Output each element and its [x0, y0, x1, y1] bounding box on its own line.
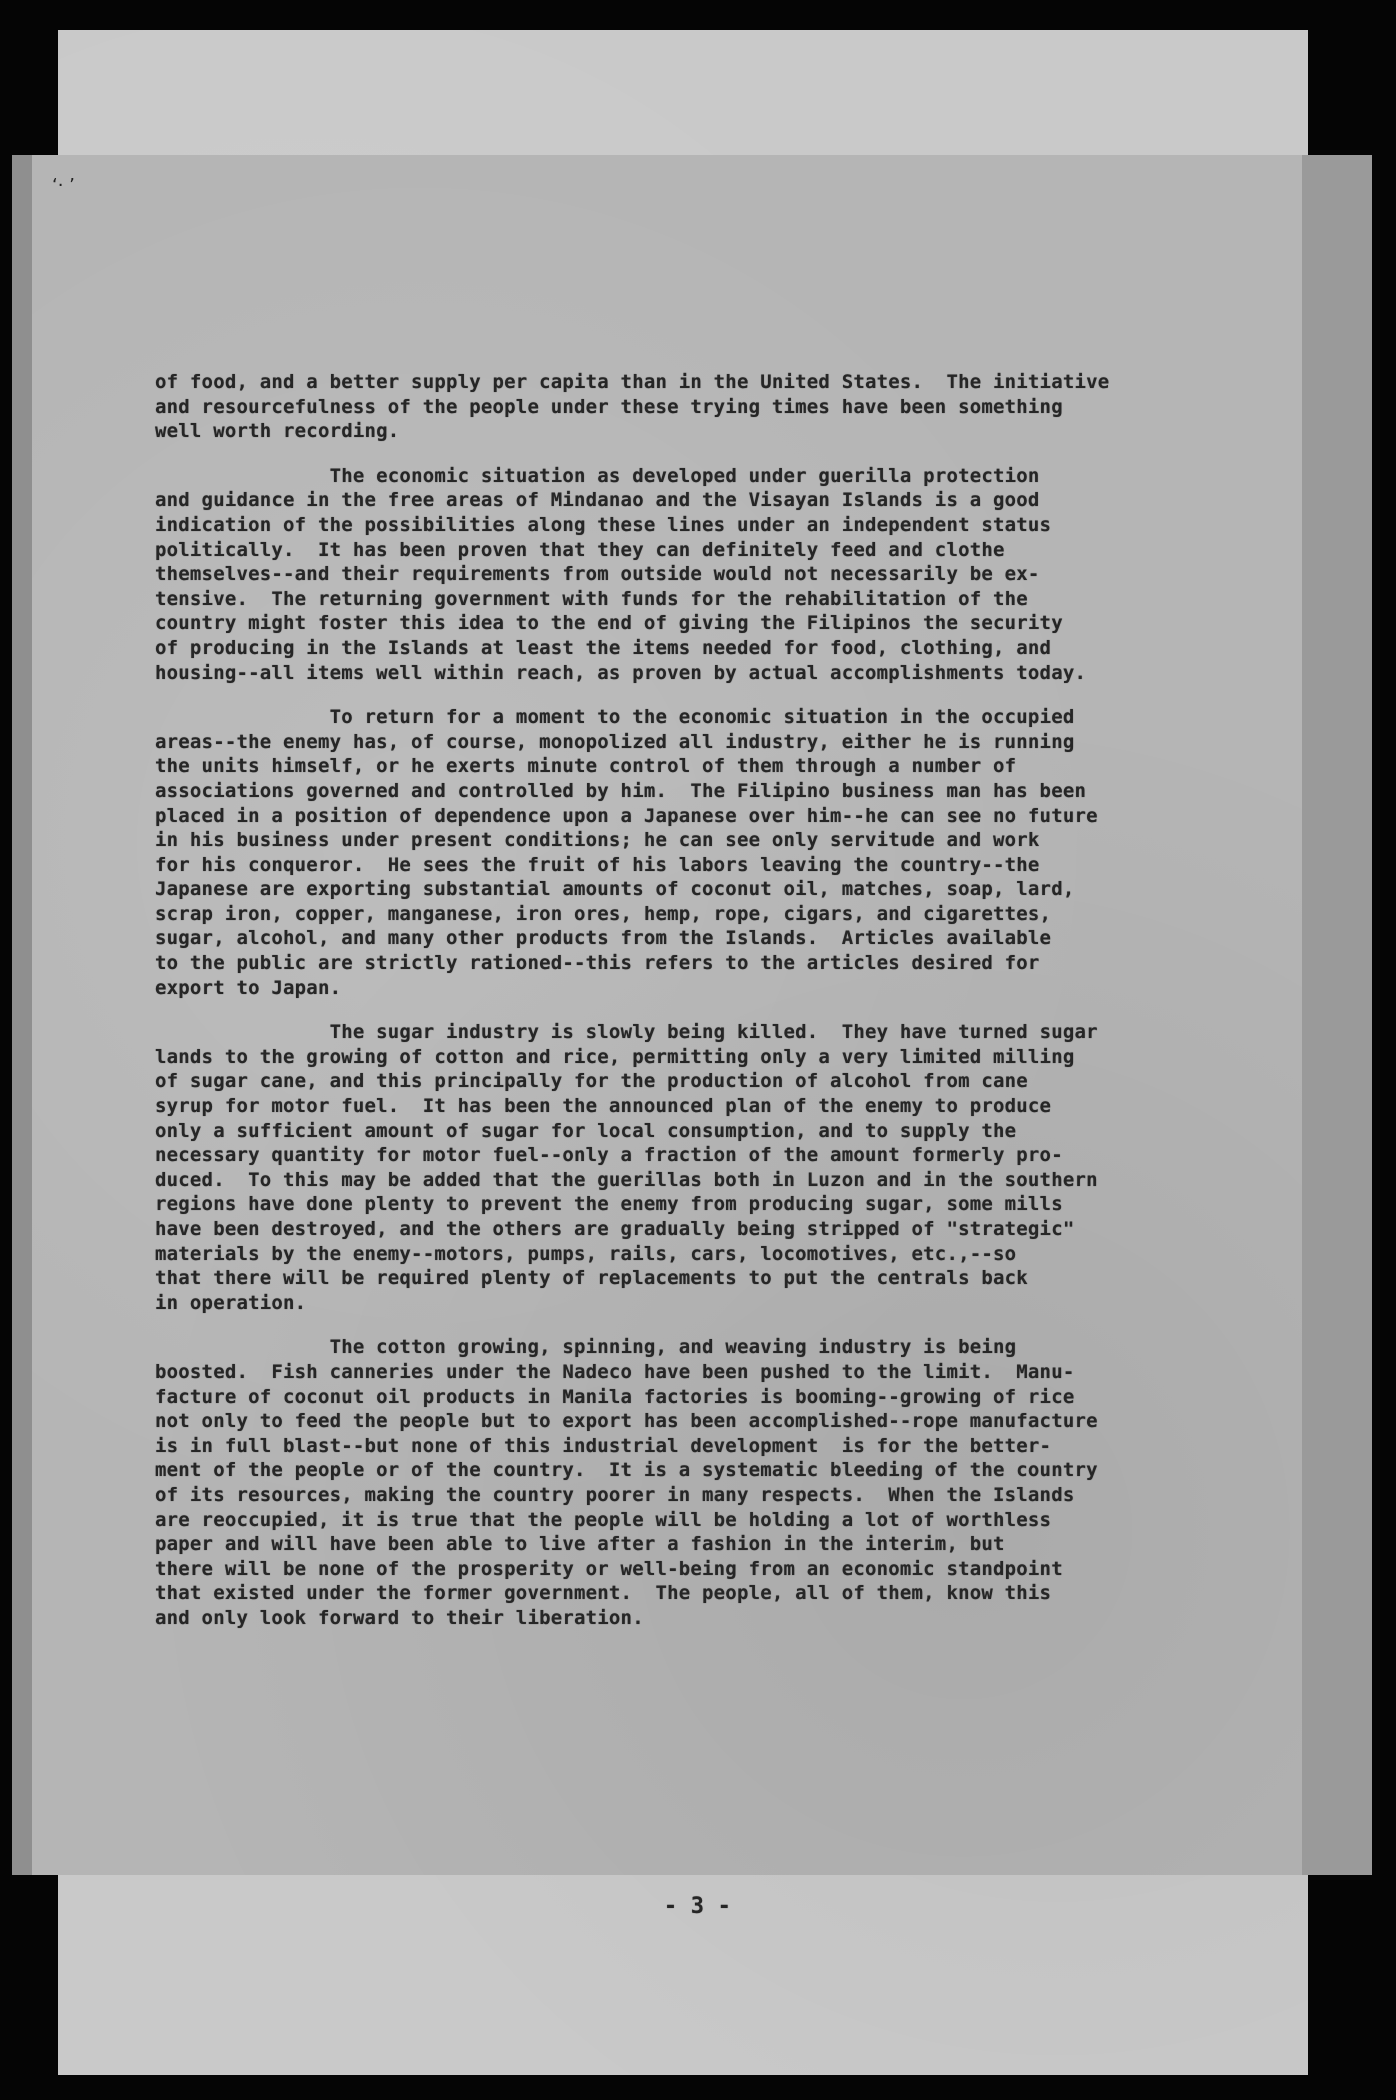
paragraph-1: of food, and a better supply per capita than in the United States. The initiative and resourcefulness of the people under these trying times have been something well worth recording. — [155, 371, 1110, 443]
paragraph-3: To return for a moment to the economic situation in the occupied areas--the enemy has, of course, monopolized all industry, either he is running the units himself, or he exerts minute control of them through a number of associations governed and controlled by him. The Filipino business man has been placed in a position of dependence upon a Japanese over him--he can see no future in his business under present conditions; he can see only servitude and work for his conqueror. He sees the fruit of his labors leaving the country--the Japanese are exporting substantial amounts of coconut oil, matches, soap, lard, scrap iron, copper, manganese, iron ores, hemp, rope, cigars, and cigarettes, sugar, alcohol, and many other products from the Islands. Articles available to the public are strictly rationed--this refers to the articles desired for export to Japan. — [155, 706, 1098, 999]
paragraph-5: The cotton growing, spinning, and weaving industry is being boosted. Fish canneries under the Nadeco have been pushed to the limit. Manu- facture of coconut oil products in Manila factories is booming--growing of rice not only to feed the people but to export has been accomplished--rope manufacture is in full blast--but none of this industrial development is for the better- ment of the people or of the country. It is a systematic bleeding of the country of its resources, making the country poorer in many respects. When the Islands are reoccupied, it is true that the people will be holding a lot of worthless paper and will have been able to live after a fashion in the interim, but there will be none of the prosperity or well-being from an economic standpoint that existed under the former government. The people, all of them, know this and only look forward to their liberation. — [155, 1336, 1098, 1629]
paragraph-2: The economic situation as developed under guerilla protection and guidance in the free areas of Mindanao and the Visayan Islands is a good indication of the possibilities along these lines under an independent status politically. It has been proven that they can definitely feed and clothe themselves--and their requirements from outside would not necessarily be ex- tensive. The returning government with funds for the rehabilitation of the country might foster this idea to the end of giving the Filipinos the security of producing in the Islands at least the items needed for food, clothing, and housing--all items well within reach, as proven by actual accomplishments today. — [155, 464, 1087, 684]
sheet-left-edge — [12, 155, 32, 1875]
page-number: - 3 - — [663, 1894, 732, 1919]
typed-body — [155, 370, 1240, 1919]
corner-mark-icon: ‘· ’ — [52, 175, 75, 196]
paragraph-4: The sugar industry is slowly being killed. They have turned sugar lands to the growing of cotton and rice, permitting only a very limited milling of sugar cane, and this principally for the production of alcohol from cane syrup for motor fuel. It has been the announced plan of the enemy to produce only a sufficient amount of sugar for local consumption, and to supply the necessary quantity for motor fuel--only a fraction of the amount formerly pro- duced. To this may be added that the guerillas both in Luzon and in the southern regions have done plenty to prevent the enemy from producing sugar, some mills have been destroyed, and the others are gradually being stripped of "strategic" materials by the enemy--motors, pumps, rails, cars, locomotives, etc.,--so that there will be required plenty of replacements to put the centrals back in operation. — [155, 1021, 1098, 1314]
sheet-right-fold — [1302, 155, 1372, 1875]
